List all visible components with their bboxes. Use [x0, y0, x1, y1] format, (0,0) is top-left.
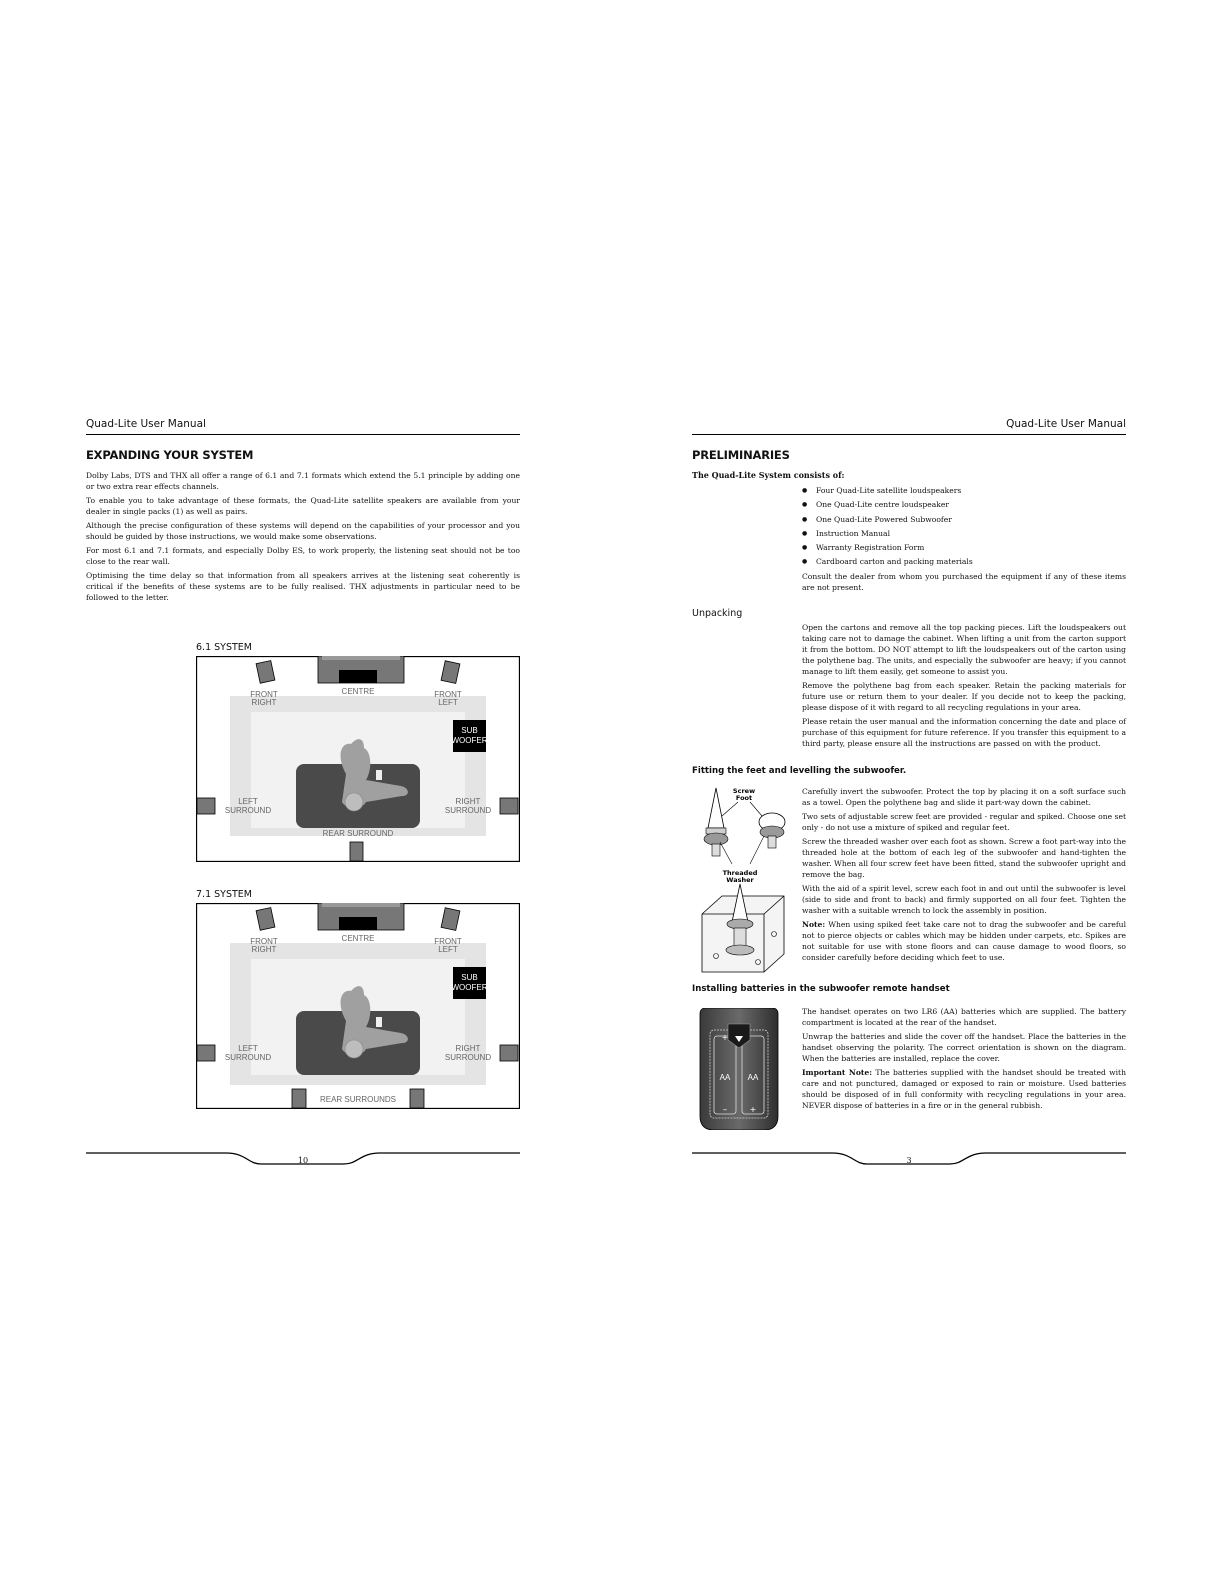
label-right-surround-1: RIGHT — [455, 1044, 481, 1053]
svg-text:+: + — [721, 1033, 729, 1042]
label-front-left-2: LEFT — [438, 698, 458, 707]
batteries-heading: Installing batteries in the subwoofer remote handset — [692, 984, 950, 994]
right-page — [692, 418, 1126, 1165]
label-front-left-1: FRONT — [434, 937, 462, 946]
paragraph: Unwrap the batteries and slide the cover off the handset. Place the batteries in the handset observing the polarity. The correct orientation is shown on the diagram. When the batteries are installed, replace the cover. — [802, 1032, 1126, 1063]
label-front-left-1: FRONT — [434, 690, 462, 699]
list-item: ● One Quad-Lite centre loudspeaker — [802, 498, 1126, 512]
running-head: Quad-Lite User Manual — [1006, 418, 1126, 430]
label-sub-1: SUB — [461, 726, 478, 735]
label-rear-surrounds: REAR SURROUNDS — [319, 1095, 397, 1104]
feet-block — [802, 786, 1126, 966]
rear-surround-right-speaker — [410, 1089, 424, 1108]
list-item: ● Four Quad-Lite satellite loudspeakers — [802, 484, 1126, 498]
note-paragraph — [802, 919, 1126, 963]
paragraph: With the aid of a spirit level, screw each foot in and out until the subwoofer is level (side to side and front to back) and firmly supported on all four feet. Tighten the washer with a suitable wrench to lock the assembly in position. — [802, 884, 1126, 915]
section-title: PRELIMINARIES — [692, 448, 790, 462]
page-number: 10 — [297, 1156, 309, 1165]
important-text: The batteries supplied with the handset should be treated with care and not punctured, damaged or exposed to rain or moisture. Used batteries should be disposed of in full conformity with recycling regulations in your area. NEVER dispose of batteries in a fire or in the general rubbish. — [802, 1068, 1126, 1110]
label-left-surround-2: SURROUND — [224, 806, 272, 815]
list-item: ● Cardboard carton and packing materials — [802, 555, 1126, 569]
header-rule — [692, 434, 1126, 435]
section-title: EXPANDING YOUR SYSTEM — [86, 448, 254, 462]
screw-feet-figure — [692, 784, 796, 978]
consists-label: The Quad-Lite System consists of: — [692, 470, 845, 480]
header-rule — [86, 434, 520, 435]
label-screw: Screw — [732, 787, 756, 795]
paragraph: The handset operates on two LR6 (AA) batteries which are supplied. The battery compartment is located at the rear of the handset. — [802, 1007, 1126, 1027]
label-front-left-2: LEFT — [438, 945, 458, 954]
paragraph: Open the cartons and remove all the top packing pieces. Lift the loudspeakers out taking care not to damage the cabinet. When lifting a unit from the carton support it from the bottom. DO NOT attempt to lift the loudspeakers out of the carton using the polythene bag. The units, and especially the subwoofer are heavy; if you cannot manage to lift them easily, get someone to assist you. — [802, 623, 1126, 676]
right-surround-speaker — [500, 1045, 518, 1061]
unpacking-block — [802, 622, 1126, 752]
consult-text: Consult the dealer from whom you purchased the equipment if any of these items are not present. — [802, 571, 1126, 592]
contents-list-block — [802, 484, 1126, 596]
label-threaded: Threaded — [722, 869, 758, 877]
contents-list — [802, 484, 1126, 570]
rear-surround-left-speaker — [292, 1089, 306, 1108]
label-left-surround-1: LEFT — [238, 797, 258, 806]
paragraph: For most 6.1 and 7.1 formats, and especially Dolby ES, to work properly, the listening seat should not be too close to the rear wall. — [86, 546, 520, 566]
svg-text:–: – — [722, 1105, 728, 1115]
list-item: ● Warranty Registration Form — [802, 541, 1126, 555]
paragraph: Although the precise configuration of these systems will depend on the capabilities of your processor and you should be guided by those instructions, we would make some observations. — [86, 521, 520, 541]
label-right-surround-2: SURROUND — [444, 1053, 492, 1062]
svg-text:+: + — [749, 1105, 757, 1114]
feet-heading: Fitting the feet and levelling the subwoofer. — [692, 766, 907, 776]
diagram-6-1-system — [196, 656, 520, 862]
list-item: ● One Quad-Lite Powered Subwoofer — [802, 513, 1126, 527]
page-footer — [86, 1152, 520, 1182]
label-front-right-1: FRONT — [250, 690, 278, 699]
note-label: Note: — [802, 920, 826, 929]
label-aa-battery-2: AA — [747, 1073, 759, 1082]
figure-71-title: 7.1 SYSTEM — [196, 889, 252, 900]
label-sub-1: SUB — [461, 973, 478, 982]
running-head: Quad-Lite User Manual — [86, 418, 206, 430]
label-foot: Foot — [735, 794, 753, 802]
left-surround-speaker — [197, 798, 215, 814]
label-left-surround-2: SURROUND — [224, 1053, 272, 1062]
paragraph: Remove the polythene bag from each speaker. Retain the packing materials for future use or return them to your dealer. If you decide not to keep the packing, please dispose of it with regard to all recycling regulations in your area. — [802, 681, 1126, 712]
label-sub-2: WOOFER — [451, 983, 488, 992]
paragraph: Dolby Labs, DTS and THX all offer a range of 6.1 and 7.1 formats which extend the 5.1 principle by adding one or two extra rear effects channels. — [86, 471, 520, 491]
list-item: ● Instruction Manual — [802, 527, 1126, 541]
label-rear-surround: REAR SURROUND — [322, 829, 394, 838]
unpacking-heading: Unpacking — [692, 608, 743, 619]
label-front-right-2: RIGHT — [251, 945, 277, 954]
page-number: 3 — [906, 1156, 912, 1165]
left-surround-speaker — [197, 1045, 215, 1061]
label-front-right-2: RIGHT — [251, 698, 277, 707]
label-washer: Washer — [726, 876, 754, 884]
page-footer — [692, 1152, 1126, 1182]
paragraph: Optimising the time delay so that information from all speakers arrives at the listening seat coherently is critical if the benefits of these systems are to be fully realised. THX adjustments in particular need to be followed to the letter. — [86, 571, 520, 602]
important-label: Important Note: — [802, 1068, 873, 1077]
label-sub-2: WOOFER — [451, 736, 488, 745]
right-surround-speaker — [500, 798, 518, 814]
left-page — [86, 418, 520, 1165]
important-note-paragraph — [802, 1067, 1126, 1111]
note-text: When using spiked feet take care not to drag the subwoofer and be careful not to pierce objects or cables which may be hidden under carpets, etc. Spikes are not suitable for use with stone floors and can cause damage to wood floors, so consider carefully before deciding which feet to use. — [802, 920, 1126, 962]
diagram-7-1-system — [196, 903, 520, 1109]
paragraph: Screw the threaded washer over each foot as shown. Screw a foot part-way into the threaded hole at the bottom of each leg of the subwoofer and hand-tighten the washer. When all four screw feet have been fitted, stand the subwoofer upright and remove the bag. — [802, 837, 1126, 879]
label-front-right-1: FRONT — [250, 937, 278, 946]
paragraph: Two sets of adjustable screw feet are provided - regular and spiked. Choose one set only - do not use a mixture of spiked and regular feet. — [802, 812, 1126, 832]
paragraph: Please retain the user manual and the information concerning the date and place of purchase of this equipment for future reference. If you transfer this equipment to a third party, please ensure all the instructions are passed on with the product. — [802, 717, 1126, 748]
figure-61-title: 6.1 SYSTEM — [196, 642, 252, 653]
label-right-surround-2: SURROUND — [444, 806, 492, 815]
label-right-surround-1: RIGHT — [455, 797, 481, 806]
paragraph: Carefully invert the subwoofer. Protect the top by placing it on a soft surface such as a towel. Open the polythene bag and slide it part-way down the cabinet. — [802, 787, 1126, 807]
remote-handset-figure — [698, 1008, 780, 1134]
label-centre: CENTRE — [341, 687, 375, 696]
rear-surround-speaker — [350, 842, 363, 861]
label-centre: CENTRE — [341, 934, 375, 943]
label-aa-battery-1: AA — [719, 1073, 731, 1082]
batteries-block — [802, 1006, 1126, 1114]
paragraph: To enable you to take advantage of these formats, the Quad-Lite satellite speakers are available from your dealer in single packs (1) as well as pairs. — [86, 496, 520, 516]
label-left-surround-1: LEFT — [238, 1044, 258, 1053]
